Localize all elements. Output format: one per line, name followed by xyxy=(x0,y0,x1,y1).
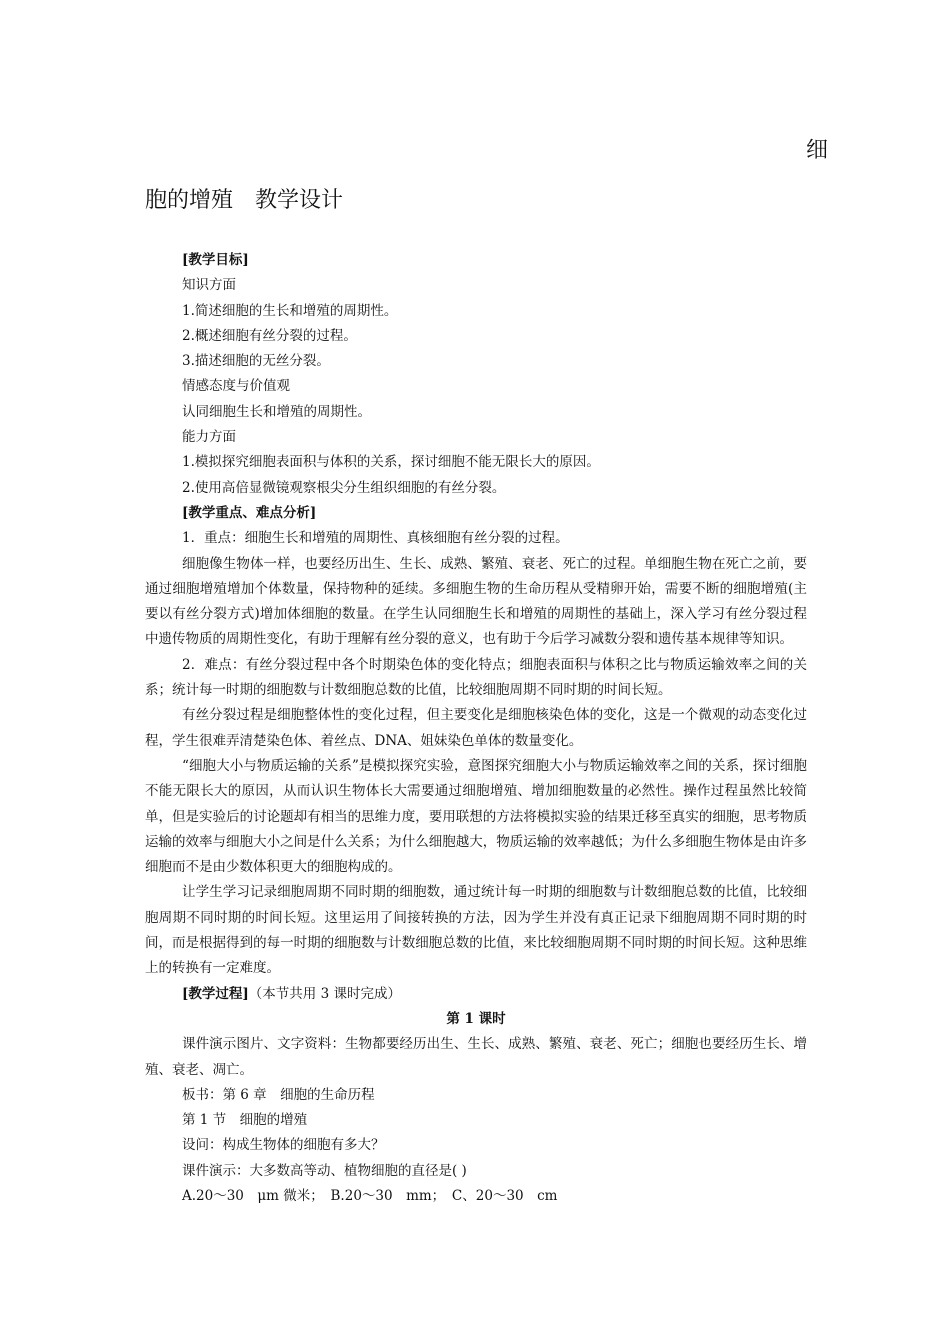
attitude-heading: 情感态度与价值观 xyxy=(182,378,290,395)
paragraph-3: “细胞大小与物质运输的关系”是模拟探究实验，意图探究细胞大小与物质运输效率之间的关系，探讨细胞不能无限长大的原因，从而认识生物体长大需要通过细胞增殖、增加细胞数量的必然性。操作过程虽然比较简单，但是实验后的讨论题却有相当的思维力度，要用联想的方法将模拟实验的结果迁移至真实的细胞，思考物质运输的效率与细胞大小之间是什么关系；为什么细胞越大，物质运输的效率越低；为什么多细胞生物体是由许多细胞而不是由少数体积更大的细胞构成的。 xyxy=(145,757,807,876)
title-first-char: 细 xyxy=(806,138,829,163)
demo-line: 课件演示：大多数高等动、植物细胞的直径是( ) xyxy=(182,1162,467,1179)
question-line: 设问：构成生物体的细胞有多大？ xyxy=(182,1137,385,1154)
knowledge-item-3: 3.描述细胞的无丝分裂。 xyxy=(182,353,330,370)
paragraph-5: 课件演示图片、文字资料：生物都要经历出生、生长、成熟、繁殖、衰老、死亡；细胞也要经历生长、增殖、衰老、凋亡。 xyxy=(145,1036,807,1078)
knowledge-item-2: 2.概述细胞有丝分裂的过程。 xyxy=(182,327,357,344)
ability-item-1: 1.模拟探究细胞表面积与体积的关系，探讨细胞不能无限长大的原因。 xyxy=(182,454,600,471)
keypoint-2: 2．难点：有丝分裂过程中各个时期染色体的变化特点；细胞表面积与体积之比与物质运输效率之间的关系；统计每一时期的细胞数与计数细胞总数的比值，比较细胞周期不同时期的时间长短。 xyxy=(145,656,807,699)
process-heading: [教学过程] xyxy=(182,985,249,1002)
options-line: A.20～30 μm 微米； B.20～30 mm； C、20～30 cm xyxy=(182,1187,558,1204)
ability-item-2: 2.使用高倍显微镜观察根尖分生组织细胞的有丝分裂。 xyxy=(182,479,506,496)
attitude-item: 认同细胞生长和增殖的周期性。 xyxy=(182,403,371,420)
lesson-1-heading: 第 1 课时 xyxy=(446,1010,506,1027)
keypoints-heading: [教学重点、难点分析] xyxy=(182,504,317,521)
paragraph-4: 让学生学习记录细胞周期不同时期的细胞数，通过统计每一时期的细胞数与计数细胞总数的比值，比较细胞周期不同时期的时间长短。这里运用了间接转换的方法，因为学生并没有真正记录下细胞周期不同时期的时间，而是根据得到的每一时期的细胞数与计数细胞总数的比值，来比较细胞周期不同时期的时间长短。这种思维上的转换有一定难度。 xyxy=(145,884,807,977)
knowledge-heading: 知识方面 xyxy=(182,277,236,294)
process-note: （本节共用 3 课时完成） xyxy=(248,985,401,1002)
paragraph-1: 细胞像生物体一样，也要经历出生、生长、成熟、繁殖、衰老、死亡的过程。单细胞生物在死亡之前，要通过细胞增殖增加个体数量，保持物种的延续。多细胞生物的生命历程从受精卵开始，需要不断的细胞增殖(主要以有丝分裂方式)增加体细胞的数量。在学生认同细胞生长和增殖的周期性的基础上，深入学习有丝分裂过程中遗传物质的周期性变化，有助于理解有丝分裂的意义，也有助于今后学习减数分裂和遗传基本规律等知识。 xyxy=(145,555,807,648)
board-line-2: 第 1 节 细胞的增殖 xyxy=(182,1112,308,1129)
keypoint-1: 1．重点：细胞生长和增殖的周期性、真核细胞有丝分裂的过程。 xyxy=(182,530,569,547)
ability-heading: 能力方面 xyxy=(182,429,236,446)
process-heading-line xyxy=(145,982,807,1007)
objectives-heading: [教学目标] xyxy=(182,252,249,268)
knowledge-item-1: 1.简述细胞的生长和增殖的周期性。 xyxy=(182,302,398,319)
paragraph-2: 有丝分裂过程是细胞整体性的变化过程，但主要变化是细胞核染色体的变化，这是一个微观的动态变化过程，学生很难弄清楚染色体、着丝点、DNA、姐妹染色单体的数量变化。 xyxy=(145,707,807,749)
board-line-1: 板书：第 6 章 细胞的生命历程 xyxy=(182,1086,375,1103)
document-body xyxy=(145,248,807,1209)
title-rest: 胞的增殖 教学设计 xyxy=(145,188,344,213)
